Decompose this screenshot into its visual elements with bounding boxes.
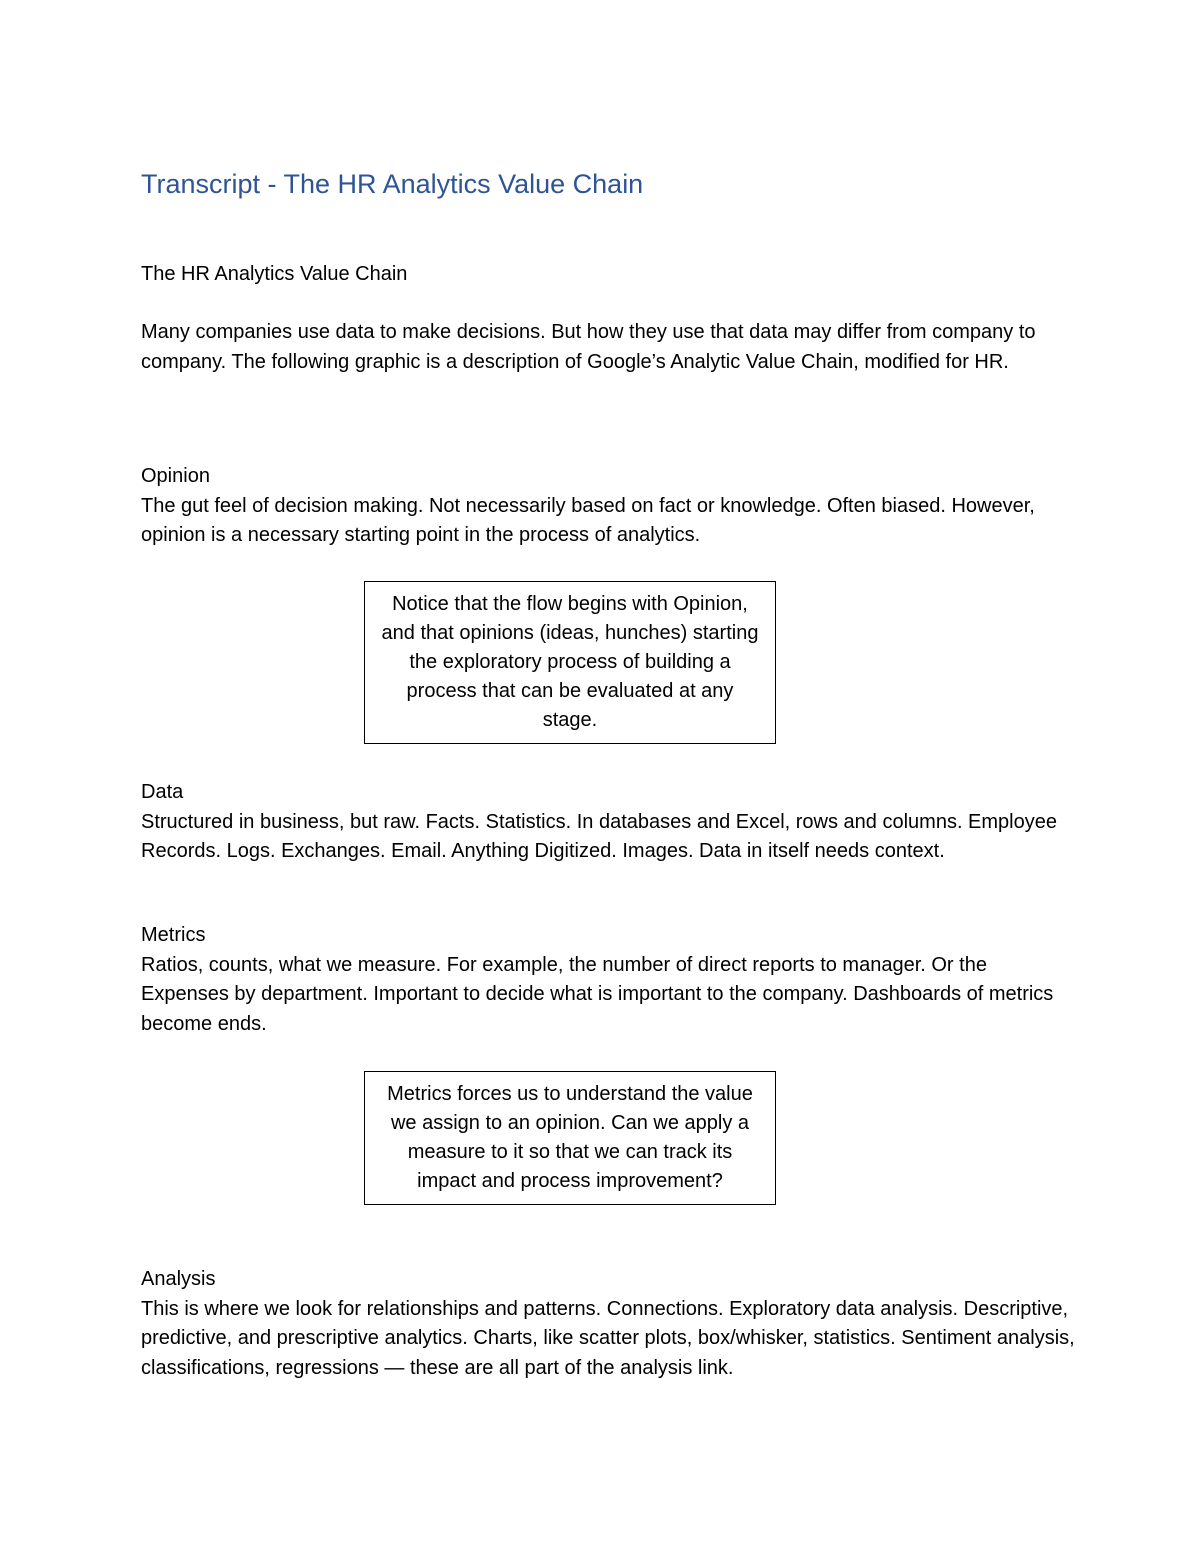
intro-paragraph — [141, 318, 1071, 377]
analysis-section — [141, 1265, 1081, 1383]
opinion-heading: Opinion — [141, 465, 210, 487]
metrics-heading: Metrics — [141, 924, 206, 946]
metrics-section — [141, 921, 1071, 1039]
data-heading: Data — [141, 781, 184, 803]
metrics-body: Ratios, counts, what we measure. For example, the number of direct reports to manager. Or the Expenses by department. Important to decide what is important to the company. Dashboards of metrics become ends. — [141, 953, 1054, 1035]
opinion-body: The gut feel of decision making. Not necessarily based on fact or knowledge. Often biased. However, opinion is a necessary starting point in the process of analytics. — [141, 494, 1035, 546]
data-body: Structured in business, but raw. Facts. Statistics. In databases and Excel, rows and columns. Employee Records. Logs. Exchanges. Email. Anything Digitized. Images. Data in itself needs context. — [141, 810, 1057, 862]
intro-text: Many companies use data to make decisions. But how they use that data may differ from company to company. The following graphic is a description of Google’s Analytic Value Chain, modified for HR. — [141, 321, 1036, 373]
section-heading-text: The HR Analytics Value Chain — [141, 263, 408, 285]
opinion-callout-box — [364, 581, 776, 744]
metrics-callout-box — [364, 1071, 776, 1205]
opinion-section — [141, 462, 1071, 551]
document-title: Transcript - The HR Analytics Value Chain — [141, 169, 644, 199]
section-heading — [141, 260, 1071, 290]
analysis-heading: Analysis — [141, 1268, 216, 1290]
metrics-callout-text: Metrics forces us to understand the value we assign to an opinion. Can we apply a measure to it so that we can track its impact and process improvement? — [387, 1083, 753, 1192]
opinion-callout-text: Notice that the flow begins with Opinion, and that opinions (ideas, hunches) starting the exploratory process of building a process that can be evaluated at any stage. — [381, 593, 759, 731]
analysis-body: This is where we look for relationships and patterns. Connections. Exploratory data analysis. Descriptive, predictive, and prescriptive analytics. Charts, like scatter plots, box/whisker, statistics. Sentiment analysis, classifications, regressions — these are all part of the analysis link. — [141, 1297, 1075, 1379]
data-section — [141, 778, 1071, 867]
